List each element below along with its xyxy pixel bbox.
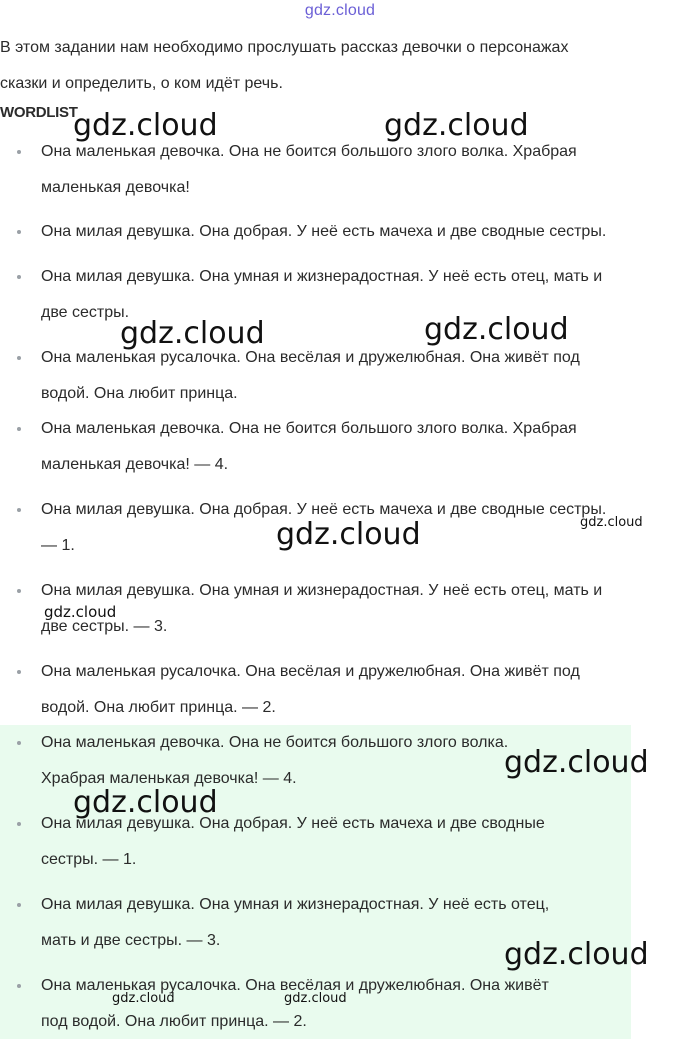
watermark: gdz.cloud [276,517,421,552]
list-item-line: Она маленькая девочка. Она не боится большого злого волка. [41,734,509,751]
list-item-line: Она милая девушка. Она добрая. У неё есть мачеха и две сводные [41,815,545,832]
list-item-line: Она милая девушка. Она умная и жизнерадостная. У неё есть отец, мать и [41,582,603,599]
intro-line-2: сказки и определить, о ком идёт речь. [0,75,283,92]
wordlist-heading: WORDLIST [0,104,78,121]
bullet-icon [17,903,21,907]
list-item-line: под водой. Она любит принца. — 2. [41,1013,307,1030]
list-item-line: водой. Она любит принца. — 2. [41,699,276,716]
bullet-icon [17,670,21,674]
bullet-icon [17,741,21,745]
list-item-line: сестры. — 1. [41,851,137,868]
bullet-icon [17,984,21,988]
site-mark[interactable]: gdz.cloud [304,2,376,19]
bullet-icon [17,275,21,279]
list-item-line: Она маленькая девочка. Она не боится большого злого волка. Храбрая [41,420,577,437]
watermark: gdz.cloud [44,603,117,621]
list-item-line: водой. Она любит принца. [41,385,238,402]
list-item-line: Она маленькая русалочка. Она весёлая и дружелюбная. Она живёт под [41,349,580,366]
watermark: gdz.cloud [424,312,569,347]
list-item-line: Она маленькая русалочка. Она весёлая и дружелюбная. Она живёт [41,977,549,994]
list-item-line: маленькая девочка! [41,179,190,196]
watermark: gdz.cloud [384,108,529,143]
watermark: gdz.cloud [73,785,218,820]
list-item-line: Она милая девушка. Она умная и жизнерадостная. У неё есть отец, мать и [41,268,603,285]
list-item-line: Она милая девушка. Она умная и жизнерадостная. У неё есть отец, [41,896,550,913]
bullet-icon [17,356,21,360]
bullet-icon [17,822,21,826]
list-item-line: — 1. [41,537,75,554]
watermark: gdz.cloud [504,937,649,972]
list-item-line: две сестры. — 3. [41,618,168,635]
bullet-icon [17,589,21,593]
intro-paragraph [0,30,676,102]
bullet-icon [17,230,21,234]
watermark: gdz.cloud [73,108,218,143]
list-item-line: две сестры. [41,304,130,321]
watermark: gdz.cloud [120,316,265,351]
list-item-line: Она маленькая русалочка. Она весёлая и дружелюбная. Она живёт под [41,663,580,680]
list-item-line: Она маленькая девочка. Она не боится большого злого волка. Храбрая [41,143,577,160]
watermark: gdz.cloud [504,745,649,780]
bullet-icon [17,427,21,431]
bullet-icon [17,508,21,512]
list-item-line: мать и две сестры. — 3. [41,932,221,949]
bullet-icon [17,150,21,154]
list-item-line: Она милая девушка. Она добрая. У неё есть мачеха и две сводные сестры. [41,501,607,518]
list-item-line: Храбрая маленькая девочка! — 4. [41,770,297,787]
intro-line-1: В этом задании нам необходимо прослушать рассказ девочки о персонажах [0,39,569,56]
watermark: gdz.cloud [284,991,347,1006]
list-item-line: Она милая девушка. Она добрая. У неё есть мачеха и две сводные сестры. [41,223,607,240]
list-item-line: маленькая девочка! — 4. [41,456,229,473]
watermark: gdz.cloud [580,515,643,530]
watermark: gdz.cloud [112,991,175,1006]
